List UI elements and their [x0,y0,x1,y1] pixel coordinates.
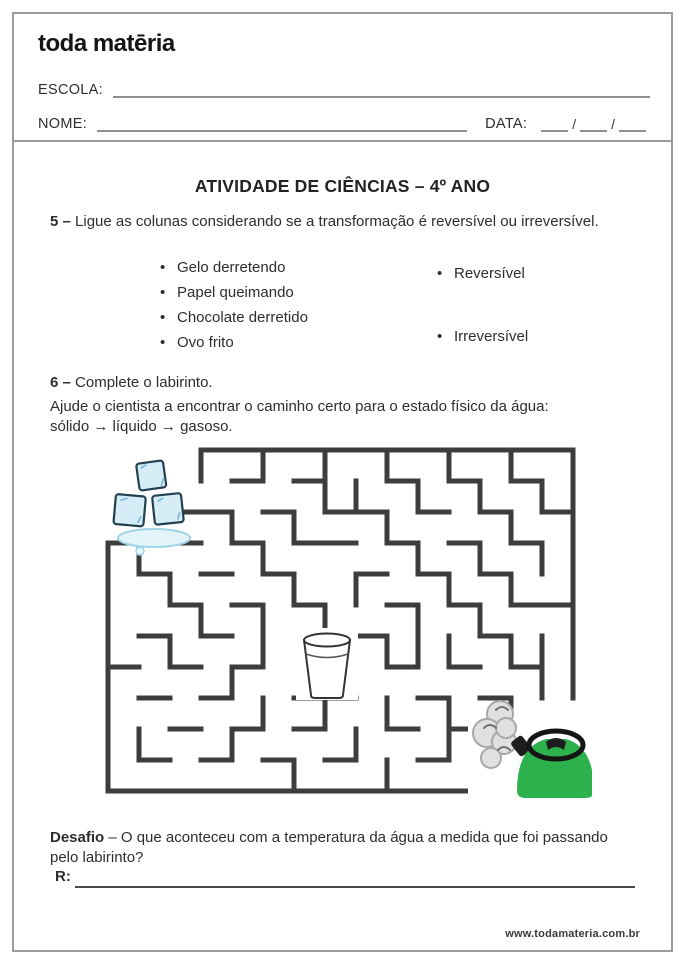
list-item: • Irreversível [437,324,528,349]
challenge-label: Desafio [50,829,105,846]
glass-of-water-icon [304,634,350,699]
list-item: • Gelo derretendo [160,255,308,280]
date-group [485,114,650,132]
list-item: • Chocolate derretido [160,305,308,330]
maze-svg [100,442,592,804]
school-input-line[interactable] [113,78,650,98]
date-separator: / [611,116,615,132]
website-url: www.todamateria.com.br [505,928,640,940]
question-6 [50,373,650,393]
answer-input-line[interactable] [75,886,635,888]
kettle-icon [510,731,592,798]
challenge-text: – O que aconteceu com a temperatura da água a medida que foi passando pelo labirinto? [50,829,608,866]
question-5-number: 5 – [50,213,71,230]
name-input-line[interactable] [97,112,467,132]
answer-prefix: R: [55,868,71,885]
page-title: ATIVIDADE DE CIÊNCIAS – 4º ANO [194,176,491,196]
question-5 [50,212,650,232]
maze[interactable] [100,442,592,804]
transformations-list [160,255,308,355]
list-item: • Reversível [437,261,528,286]
question-6-instruction-line1: Ajude o cientista a encontrar o caminho certo para o estado físico da água: [50,398,549,415]
date-separator: / [572,116,577,132]
ice-cubes-icon [113,460,190,555]
name-label: NOME: [38,116,88,132]
answers-list [437,261,528,349]
question-5-text: Ligue as colunas considerando se a transformação é reversível ou irreversível. [70,213,599,230]
school-row [38,72,650,98]
toda-materia-logo: toda matēria [38,30,175,57]
school-label: ESCOLA: [38,82,103,98]
date-label: DATA: [485,116,528,132]
list-item: • Ovo frito [160,330,308,355]
name-date-row [38,106,650,132]
list-item: • Papel queimando [160,280,308,305]
date-day-line[interactable] [541,114,568,132]
question-6-text: Complete o labirinto. [70,374,213,391]
date-year-line[interactable] [619,114,646,132]
question-6-instruction-line2: sólido → líquido → gasoso. [50,418,233,435]
date-month-line[interactable] [580,114,607,132]
challenge-question [50,828,610,868]
question-6-number: 6 – [50,374,71,391]
worksheet-header [12,12,673,142]
